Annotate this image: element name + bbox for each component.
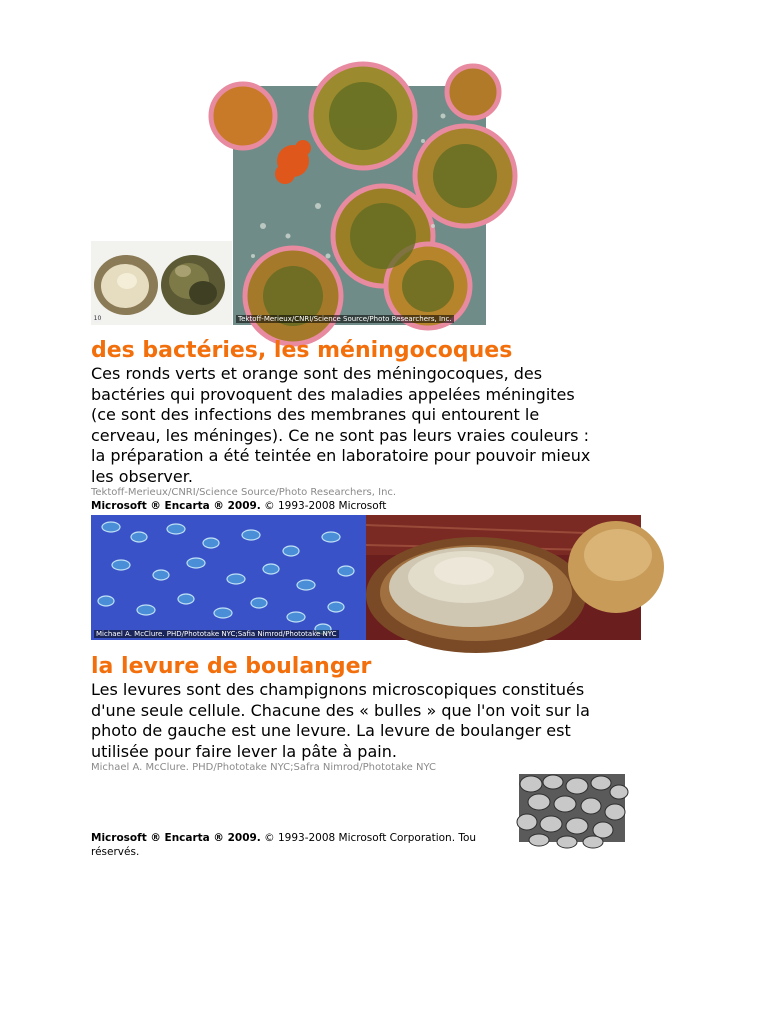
- micrograph-credit-overlay: Tektoff-Merieux/CNRI/Science Source/Photo Researchers, Inc.: [238, 315, 452, 323]
- copyright-text: © 1993-2008 Microsoft Corporation. Tou: [260, 832, 477, 844]
- body-line: bactéries qui provoquent des maladies appelées méningites: [91, 384, 575, 404]
- copyright-brand: Microsoft ® Encarta ® 2009.: [91, 832, 261, 844]
- body-line: les observer.: [91, 466, 193, 486]
- meningococcus-micrograph: [233, 86, 486, 325]
- yeast-photo-credit-overlay: Michael A. McClure. PHD/Phototake NYC;Safia Nimrod/Phototake NYC: [96, 630, 337, 638]
- copyright-line-1: [91, 500, 386, 512]
- section-heading-meningococcus: des bactéries, les méningocoques: [91, 338, 513, 363]
- photo-credit-yeast: Michael A. McClure. PHD/Phototake NYC;Safra Nimrod/Phototake NYC: [91, 762, 436, 773]
- section-body-yeast: [91, 680, 691, 762]
- body-line: (ce sont des infections des membranes qui entourent le: [91, 405, 540, 424]
- yeast-sem-thumbnail: [519, 774, 625, 842]
- body-line: la préparation a été teintée en laboratoire pour pouvoir mieux: [91, 446, 591, 465]
- body-line: utilisée pour faire lever la pâte à pain.: [91, 741, 397, 761]
- body-line: Ces ronds verts et orange sont des méningocoques, des: [91, 364, 543, 383]
- section-heading-yeast: la levure de boulanger: [91, 654, 372, 679]
- section-body-meningococcus: [91, 364, 691, 487]
- yeast-micrograph: [91, 515, 366, 640]
- copyright-brand: Microsoft ® Encarta ® 2009.: [91, 500, 261, 512]
- body-line: Les levures sont des champignons microscopiques constitués: [91, 680, 585, 699]
- body-line: d'une seule cellule. Chacune des « bulles » que l'on voit sur la: [91, 700, 590, 720]
- cheese-fungus-photo: [91, 241, 232, 325]
- copyright-text: © 1993-2008 Microsoft: [260, 500, 387, 512]
- photo-credit-meningococcus: Tektoff-Merieux/CNRI/Science Source/Photo Researchers, Inc.: [91, 487, 397, 498]
- image-number-badge: 10: [93, 315, 102, 322]
- body-line: cerveau, les méninges). Ce ne sont pas leurs vraies couleurs :: [91, 425, 589, 445]
- copyright-line-2-cont: réservés.: [91, 846, 140, 858]
- baker-yeast-bowl-photo: [96, 515, 641, 640]
- body-line: photo de gauche est une levure. La levure de boulanger est: [91, 721, 571, 740]
